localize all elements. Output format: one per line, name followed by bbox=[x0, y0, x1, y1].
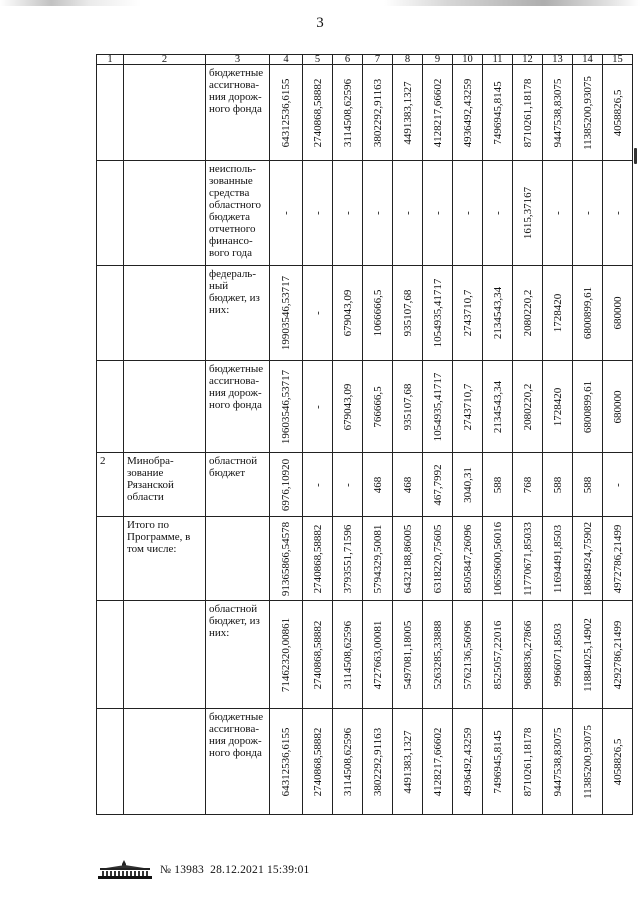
government-building-logo bbox=[96, 858, 154, 880]
executor-cell-text bbox=[124, 601, 205, 603]
row-number-cell-text bbox=[97, 601, 123, 603]
amount-cell bbox=[543, 517, 573, 601]
amount-cell bbox=[483, 453, 513, 517]
amount-value: 91365866,54578 bbox=[280, 521, 292, 596]
amount-value: - bbox=[581, 211, 594, 215]
amount-cell bbox=[423, 266, 453, 361]
amount-cell bbox=[543, 453, 573, 517]
row-number-cell-text bbox=[97, 65, 123, 67]
amount-cell bbox=[543, 601, 573, 709]
executor-cell-text bbox=[124, 65, 205, 67]
amount-cell bbox=[363, 517, 393, 601]
document-datetime: 28.12.2021 15:39:01 bbox=[210, 864, 310, 876]
executor-cell-text: Минобра-зование Рязанской области bbox=[127, 455, 174, 503]
amount-value: 2740868,58882 bbox=[311, 727, 324, 796]
amount-value: 4727663,00081 bbox=[371, 620, 384, 689]
amount-value: 4128217,66602 bbox=[431, 727, 444, 796]
amount-cell bbox=[393, 601, 423, 709]
amount-value: 11884025,14902 bbox=[581, 617, 594, 692]
amount-value: 8710261,18178 bbox=[521, 727, 534, 796]
amount-value: 64312536,6155 bbox=[280, 727, 292, 796]
funding-source-cell bbox=[206, 361, 270, 453]
column-number: 12 bbox=[513, 55, 543, 65]
funding-source-cell-text: областной бюджет bbox=[209, 455, 258, 479]
amount-value: - bbox=[341, 211, 354, 215]
amount-cell bbox=[423, 601, 453, 709]
amount-value: 1054935,41717 bbox=[431, 278, 444, 348]
table-row bbox=[97, 266, 633, 361]
amount-cell bbox=[303, 361, 333, 453]
amount-cell bbox=[603, 517, 633, 601]
amount-value: 588 bbox=[551, 476, 564, 493]
document-registration bbox=[160, 864, 309, 876]
amount-value: 2743710,7 bbox=[461, 383, 474, 430]
amount-cell bbox=[543, 65, 573, 161]
amount-value: 9447538,83075 bbox=[551, 78, 564, 147]
table-row bbox=[97, 361, 633, 453]
amount-cell bbox=[513, 453, 543, 517]
amount-cell bbox=[270, 709, 303, 815]
funding-source-cell-text: федераль-ный бюджет, из них: bbox=[209, 268, 260, 316]
amount-value: 468 bbox=[401, 476, 414, 493]
amount-value: 588 bbox=[491, 476, 504, 493]
amount-value: - bbox=[551, 211, 564, 215]
column-number: 6 bbox=[333, 55, 363, 65]
executor-cell bbox=[124, 453, 206, 517]
amount-cell bbox=[303, 453, 333, 517]
amount-value: 2740868,58882 bbox=[311, 620, 324, 689]
executor-cell bbox=[124, 161, 206, 266]
amount-cell bbox=[333, 453, 363, 517]
row-number-cell bbox=[97, 361, 124, 453]
amount-cell bbox=[333, 161, 363, 266]
row-number-cell-text bbox=[97, 517, 123, 519]
amount-cell bbox=[303, 517, 333, 601]
amount-cell bbox=[603, 161, 633, 266]
amount-cell bbox=[453, 266, 483, 361]
amount-value: 71462320,00861 bbox=[280, 617, 292, 692]
executor-cell-text bbox=[124, 361, 205, 363]
amount-cell bbox=[423, 161, 453, 266]
amount-value: 4936492,43259 bbox=[461, 78, 474, 147]
column-number: 1 bbox=[97, 55, 124, 65]
amount-value: 467,7992 bbox=[431, 463, 444, 506]
amount-value: 1728420 bbox=[551, 293, 564, 333]
funding-source-cell-text: бюджетные ассигнова-ния дорож-ного фонда bbox=[209, 67, 264, 115]
amount-cell bbox=[603, 266, 633, 361]
amount-value: 19903546,53717 bbox=[280, 275, 292, 351]
amount-value: - bbox=[280, 211, 292, 215]
column-number: 4 bbox=[270, 55, 303, 65]
amount-value: - bbox=[311, 211, 324, 215]
column-number: 5 bbox=[303, 55, 333, 65]
table-row bbox=[97, 517, 633, 601]
amount-value: 2080220,2 bbox=[521, 383, 534, 430]
amount-cell bbox=[270, 361, 303, 453]
amount-cell bbox=[363, 453, 393, 517]
amount-value: 588 bbox=[581, 476, 594, 493]
amount-cell bbox=[453, 453, 483, 517]
amount-value: 6976,10920 bbox=[280, 458, 292, 511]
amount-value: 8525057,22016 bbox=[491, 620, 504, 689]
amount-value: - bbox=[431, 211, 444, 215]
amount-value: 5263285,33888 bbox=[431, 620, 444, 689]
amount-cell bbox=[513, 361, 543, 453]
funding-source-cell bbox=[206, 266, 270, 361]
amount-value: 3114508,62596 bbox=[341, 620, 354, 689]
table-row bbox=[97, 161, 633, 266]
amount-cell bbox=[543, 161, 573, 266]
amount-value: 5794329,50081 bbox=[371, 524, 384, 593]
row-number-cell bbox=[97, 453, 124, 517]
funding-source-cell-text: областной бюджет, из них: bbox=[209, 603, 260, 639]
executor-cell bbox=[124, 65, 206, 161]
scan-edge bbox=[0, 0, 640, 6]
column-number: 8 bbox=[393, 55, 423, 65]
row-number-cell bbox=[97, 601, 124, 709]
amount-value: 9447538,83075 bbox=[551, 727, 564, 796]
executor-cell bbox=[124, 601, 206, 709]
amount-value: 768 bbox=[521, 476, 534, 493]
row-number-cell-text bbox=[97, 266, 123, 268]
amount-cell bbox=[453, 161, 483, 266]
amount-cell bbox=[363, 161, 393, 266]
row-number-cell bbox=[97, 65, 124, 161]
row-number-cell-text bbox=[97, 709, 123, 711]
amount-value: 6800899,61 bbox=[581, 286, 594, 340]
amount-value: 64312536,6155 bbox=[280, 78, 292, 147]
amount-value: 6318220,75605 bbox=[431, 524, 444, 593]
amount-cell bbox=[393, 517, 423, 601]
amount-value: 7496945,8145 bbox=[491, 729, 504, 794]
amount-cell bbox=[483, 361, 513, 453]
amount-value: 11385200,93075 bbox=[581, 724, 594, 799]
amount-cell bbox=[333, 709, 363, 815]
amount-value: 4491383,1327 bbox=[401, 729, 414, 794]
amount-cell bbox=[270, 517, 303, 601]
row-number-cell bbox=[97, 709, 124, 815]
amount-cell bbox=[543, 266, 573, 361]
amount-value: 766666,5 bbox=[371, 385, 384, 428]
amount-value: 5762136,56096 bbox=[461, 620, 474, 689]
amount-cell bbox=[393, 709, 423, 815]
amount-value: 468 bbox=[371, 476, 384, 493]
amount-value: 680000 bbox=[611, 296, 624, 330]
amount-value: - bbox=[341, 482, 354, 487]
amount-value: 1066666,5 bbox=[371, 289, 384, 337]
row-number-cell-text: 2 bbox=[100, 455, 106, 467]
amount-value: - bbox=[461, 211, 474, 215]
amount-value: 1615,37167 bbox=[521, 186, 534, 240]
funding-source-cell-text: бюджетные ассигнова-ния дорож-ного фонда bbox=[209, 711, 264, 759]
amount-cell bbox=[513, 65, 543, 161]
amount-value: 9688836,27866 bbox=[521, 620, 534, 689]
row-number-cell bbox=[97, 266, 124, 361]
amount-cell bbox=[363, 65, 393, 161]
executor-cell-text bbox=[124, 161, 205, 163]
amount-value: - bbox=[311, 482, 324, 487]
funding-source-cell bbox=[206, 453, 270, 517]
funding-source-cell bbox=[206, 601, 270, 709]
amount-cell bbox=[333, 65, 363, 161]
amount-value: 3802292,91163 bbox=[371, 727, 384, 796]
amount-cell bbox=[270, 65, 303, 161]
amount-value: 2743710,7 bbox=[461, 289, 474, 337]
amount-cell bbox=[573, 709, 603, 815]
amount-value: 2740868,58882 bbox=[311, 78, 324, 147]
amount-value: 1728420 bbox=[551, 387, 564, 426]
amount-value: 4058826,5 bbox=[611, 89, 624, 136]
amount-value: - bbox=[491, 211, 504, 215]
amount-value: 4491383,1327 bbox=[401, 80, 414, 145]
amount-cell bbox=[483, 709, 513, 815]
amount-cell bbox=[363, 709, 393, 815]
page-number: 3 bbox=[316, 15, 324, 31]
amount-value: 679043,09 bbox=[341, 383, 354, 430]
row-number-cell bbox=[97, 517, 124, 601]
amount-cell bbox=[603, 453, 633, 517]
amount-value: 3114508,62596 bbox=[341, 727, 354, 796]
amount-cell bbox=[453, 709, 483, 815]
amount-value: - bbox=[371, 211, 384, 215]
amount-cell bbox=[513, 517, 543, 601]
column-number-row bbox=[97, 55, 633, 65]
amount-cell bbox=[393, 453, 423, 517]
amount-value: 935107,68 bbox=[401, 383, 414, 430]
amount-cell bbox=[303, 266, 333, 361]
amount-value: 3802292,91163 bbox=[371, 78, 384, 147]
executor-cell-text bbox=[124, 709, 205, 711]
amount-cell bbox=[483, 517, 513, 601]
executor-cell-text: Итого по Программе, в том числе: bbox=[127, 519, 191, 555]
amount-value: 19603546,53717 bbox=[280, 369, 292, 444]
row-number-cell-text bbox=[97, 161, 123, 163]
amount-cell bbox=[603, 601, 633, 709]
amount-value: 11385200,93075 bbox=[581, 75, 594, 150]
column-number: 11 bbox=[483, 55, 513, 65]
amount-cell bbox=[270, 601, 303, 709]
amount-cell bbox=[453, 65, 483, 161]
amount-cell bbox=[393, 161, 423, 266]
executor-cell bbox=[124, 517, 206, 601]
amount-value: - bbox=[311, 404, 324, 409]
amount-value: 6800899,61 bbox=[581, 380, 594, 433]
amount-cell bbox=[483, 266, 513, 361]
amount-cell bbox=[363, 266, 393, 361]
amount-value: 4292786,21499 bbox=[611, 620, 624, 689]
amount-cell bbox=[393, 361, 423, 453]
funding-source-cell bbox=[206, 65, 270, 161]
column-number: 14 bbox=[573, 55, 603, 65]
amount-cell bbox=[483, 601, 513, 709]
amount-cell bbox=[453, 361, 483, 453]
amount-value: 11770671,85033 bbox=[521, 521, 534, 596]
budget-table bbox=[96, 54, 633, 815]
amount-cell bbox=[603, 709, 633, 815]
amount-cell bbox=[333, 361, 363, 453]
amount-value: 1054935,41717 bbox=[431, 372, 444, 441]
amount-value: - bbox=[401, 211, 414, 215]
amount-value: 10659600,56016 bbox=[491, 521, 504, 596]
amount-value: 679043,09 bbox=[341, 289, 354, 337]
funding-source-cell bbox=[206, 161, 270, 266]
table-row bbox=[97, 709, 633, 815]
amount-value: 935107,68 bbox=[401, 289, 414, 337]
amount-cell bbox=[393, 266, 423, 361]
amount-cell bbox=[543, 361, 573, 453]
amount-value: 8710261,18178 bbox=[521, 78, 534, 147]
amount-value: 4972786,21499 bbox=[611, 524, 624, 593]
funding-source-cell bbox=[206, 709, 270, 815]
column-number: 15 bbox=[603, 55, 633, 65]
amount-cell bbox=[573, 161, 603, 266]
column-number: 3 bbox=[206, 55, 270, 65]
amount-cell bbox=[333, 601, 363, 709]
amount-cell bbox=[303, 65, 333, 161]
amount-value: 4058826,5 bbox=[611, 738, 624, 785]
amount-cell bbox=[483, 65, 513, 161]
amount-value: 11694491,8503 bbox=[551, 524, 564, 593]
amount-cell bbox=[423, 65, 453, 161]
column-number: 10 bbox=[453, 55, 483, 65]
amount-value: 6432188,86005 bbox=[401, 524, 414, 593]
amount-value: 5497081,18005 bbox=[401, 620, 414, 689]
amount-cell bbox=[513, 709, 543, 815]
amount-cell bbox=[573, 65, 603, 161]
amount-cell bbox=[303, 601, 333, 709]
amount-value: - bbox=[611, 482, 624, 487]
amount-cell bbox=[423, 517, 453, 601]
table-row bbox=[97, 453, 633, 517]
amount-value: 18684924,75902 bbox=[581, 521, 594, 596]
amount-cell bbox=[363, 361, 393, 453]
amount-value: 9966071,8503 bbox=[551, 622, 564, 687]
executor-cell bbox=[124, 266, 206, 361]
amount-value: 3793551,71596 bbox=[341, 524, 354, 593]
column-number: 9 bbox=[423, 55, 453, 65]
amount-cell bbox=[573, 601, 603, 709]
amount-value: 8505847,26096 bbox=[461, 524, 474, 593]
row-number-cell bbox=[97, 161, 124, 266]
amount-cell bbox=[270, 266, 303, 361]
amount-value: 2080220,2 bbox=[521, 289, 534, 337]
executor-cell bbox=[124, 709, 206, 815]
amount-cell bbox=[270, 161, 303, 266]
amount-cell bbox=[333, 517, 363, 601]
table-row bbox=[97, 601, 633, 709]
amount-cell bbox=[270, 453, 303, 517]
amount-cell bbox=[573, 453, 603, 517]
amount-value: 680000 bbox=[611, 390, 624, 423]
amount-cell bbox=[423, 361, 453, 453]
margin-mark bbox=[634, 148, 637, 164]
amount-cell bbox=[513, 601, 543, 709]
amount-cell bbox=[423, 709, 453, 815]
amount-cell bbox=[453, 517, 483, 601]
funding-source-cell-text: неисполь-зованные средства областного бюджета отчетного финансо-вого года bbox=[209, 163, 262, 259]
column-number: 2 bbox=[124, 55, 206, 65]
amount-cell bbox=[573, 517, 603, 601]
amount-value: 3040,31 bbox=[461, 466, 474, 503]
amount-value: - bbox=[611, 211, 624, 215]
row-number-cell-text bbox=[97, 361, 123, 363]
column-number: 7 bbox=[363, 55, 393, 65]
amount-cell bbox=[363, 601, 393, 709]
amount-value: 2134543,34 bbox=[491, 286, 504, 340]
amount-value: 2134543,34 bbox=[491, 380, 504, 433]
funding-source-cell-text bbox=[206, 517, 269, 519]
amount-cell bbox=[483, 161, 513, 266]
amount-cell bbox=[513, 161, 543, 266]
amount-cell bbox=[573, 361, 603, 453]
amount-cell bbox=[453, 601, 483, 709]
amount-value: 4936492,43259 bbox=[461, 727, 474, 796]
amount-value: - bbox=[311, 311, 324, 315]
amount-value: 7496945,8145 bbox=[491, 80, 504, 145]
amount-cell bbox=[303, 709, 333, 815]
funding-source-cell-text: бюджетные ассигнова-ния дорож-ного фонда bbox=[209, 363, 264, 411]
funding-source-cell bbox=[206, 517, 270, 601]
amount-cell bbox=[513, 266, 543, 361]
amount-value: 3114508,62596 bbox=[341, 78, 354, 147]
amount-cell bbox=[603, 361, 633, 453]
column-number: 13 bbox=[543, 55, 573, 65]
document-number: № 13983 bbox=[160, 864, 204, 876]
executor-cell-text bbox=[124, 266, 205, 268]
amount-value: 4128217,66602 bbox=[431, 78, 444, 147]
amount-cell bbox=[543, 709, 573, 815]
amount-cell bbox=[423, 453, 453, 517]
amount-value: 2740868,58882 bbox=[311, 524, 324, 593]
executor-cell bbox=[124, 361, 206, 453]
table-row bbox=[97, 65, 633, 161]
amount-cell bbox=[333, 266, 363, 361]
amount-cell bbox=[303, 161, 333, 266]
amount-cell bbox=[603, 65, 633, 161]
amount-cell bbox=[573, 266, 603, 361]
amount-cell bbox=[393, 65, 423, 161]
